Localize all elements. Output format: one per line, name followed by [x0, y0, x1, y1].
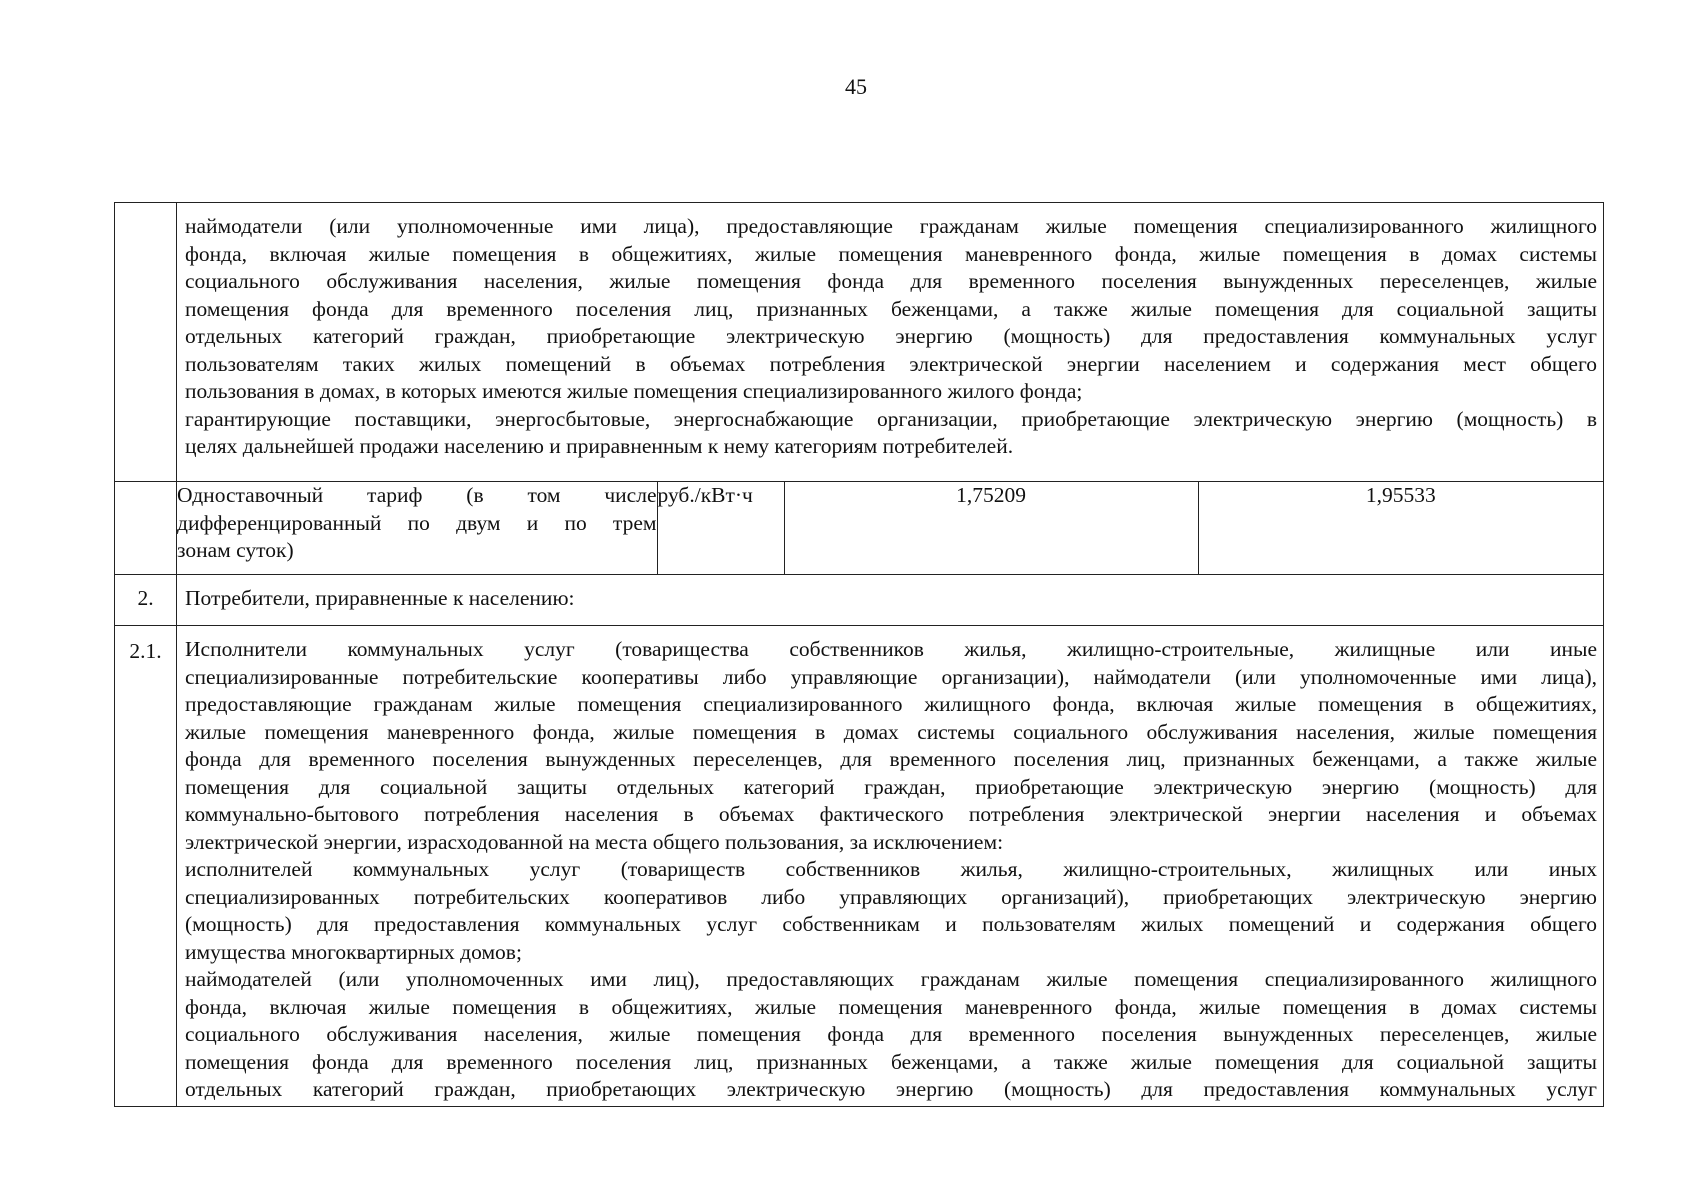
text-line: исполнителей коммунальных услуг (товариществ собственников жилья, жилищно-строительных, жилищных или иных: [185, 857, 1597, 881]
intro-paragraph-1: [185, 213, 1597, 406]
text-line: коммунально-бытового потребления населения в объемах фактического потребления электрической энергии населения и объемах: [185, 802, 1597, 826]
intro-paragraph-2: [185, 406, 1597, 461]
row-2-text-cell: Потребители, приравненные к населению:: [177, 575, 1604, 626]
row-2-1-text-cell: [177, 626, 1604, 1107]
tariff-unit-cell: руб./кВт·ч: [657, 482, 784, 574]
text-line: наймодателей (или уполномоченных ими лиц), предоставляющих гражданам жилые помещения специализированного жилищного: [185, 967, 1597, 991]
text-line: отдельных категорий граждан, приобретающие электрическую энергию (мощность) для предоставления коммунальных услуг: [185, 324, 1597, 348]
table-row-2: [115, 575, 1604, 626]
row-2-1-paragraph-1: [185, 636, 1597, 856]
row-intro-text-cell: [177, 203, 1604, 482]
row-number-cell: [115, 203, 177, 482]
text-line: пользователям таких жилых помещений в объемах потребления электрической энергии населением и содержания мест общего: [185, 351, 1597, 376]
text-line: пользования в домах, в которых имеются жилые помещения специализированного жилого фонда;: [185, 379, 1083, 403]
text-line: имущества многоквартирных домов;: [185, 939, 522, 964]
text-line: предоставляющие гражданам жилые помещения специализированного жилищного фонда, включая жилые помещения в общежитиях,: [185, 692, 1597, 716]
row-2-1-paragraph-3: [185, 966, 1597, 1104]
text-line: отдельных категорий граждан, приобретающих электрическую энергию (мощность) для предоставления коммунальных услуг: [185, 1077, 1597, 1101]
text-line: специализированных потребительских кооперативов либо управляющих организаций), приобретающих электрическую энергию: [185, 884, 1597, 909]
tariff-value-1-cell: 1,75209: [784, 482, 1198, 574]
text-line: жилые помещения маневренного фонда, жилые помещения в домах системы социального обслуживания населения, жилые помещения: [185, 719, 1597, 744]
row-number-cell: 2.: [115, 575, 177, 626]
text-line: Исполнители коммунальных услуг (товарищества собственников жилья, жилищно-строительные, жилищные или иные: [185, 637, 1597, 661]
page-number: 45: [845, 74, 867, 99]
text-line: фонда для временного поселения вынужденных переселенцев, для временного поселения лиц, признанных беженцами, а также жилые: [185, 747, 1597, 771]
tariff-subtable: [177, 482, 1603, 574]
tariff-label-line: Одноставочный тариф (в том числе: [177, 483, 657, 507]
text-line: целях дальнейшей продажи населению и приравненным к нему категориям потребителей.: [185, 434, 1014, 458]
text-line: фонда, включая жилые помещения в общежитиях, жилые помещения маневренного фонда, жилые помещения в домах системы: [185, 994, 1597, 1019]
tariff-label-cell: [177, 482, 657, 574]
tariff-container-cell: [177, 482, 1604, 575]
text-line: специализированные потребительские кооперативы либо управляющие организации), наймодатели (или уполномоченные ими лица),: [185, 664, 1597, 689]
text-line: гарантирующие поставщики, энергосбытовые, энергоснабжающие организации, приобретающие электрическую энергию (мощность) в: [185, 406, 1597, 431]
text-line: электрической энергии, израсходованной на места общего пользования, за исключением:: [185, 829, 1004, 854]
text-line: (мощность) для предоставления коммунальных услуг собственникам и пользователям жилых помещений и содержания общего: [185, 912, 1597, 936]
text-line: фонда, включая жилые помещения в общежитиях, жилые помещения маневренного фонда, жилые помещения в домах системы: [185, 241, 1597, 266]
text-line: помещения для социальной защиты отдельных категорий граждан, приобретающие электрическую энергию (мощность) для: [185, 774, 1597, 799]
table-row-intro: [115, 203, 1604, 482]
row-2-1-paragraph-2: [185, 856, 1597, 966]
table-row-tariff: [115, 482, 1604, 575]
tariff-label-line: зонам суток): [177, 538, 294, 562]
text-line: социального обслуживания населения, жилые помещения фонда для временного поселения вынужденных переселенцев, жилые: [185, 1022, 1597, 1046]
text-line: помещения фонда для временного поселения лиц, признанных беженцами, а также жилые помещения для социальной защиты: [185, 1049, 1597, 1074]
text-line: наймодатели (или уполномоченные ими лица), предоставляющие гражданам жилые помещения специализированного жилищного: [185, 214, 1597, 238]
table-row-2-1: [115, 626, 1604, 1107]
row-number-cell: [115, 482, 177, 575]
tariff-table: [114, 202, 1604, 1107]
text-line: помещения фонда для временного поселения лиц, признанных беженцами, а также жилые помещения для социальной защиты: [185, 296, 1597, 321]
tariff-label-line: дифференцированный по двум и по трем: [177, 510, 657, 535]
text-line: социального обслуживания населения, жилые помещения фонда для временного поселения вынужденных переселенцев, жилые: [185, 269, 1597, 293]
tariff-value-2-cell: 1,95533: [1198, 482, 1603, 574]
row-number-cell: 2.1.: [115, 626, 177, 1107]
